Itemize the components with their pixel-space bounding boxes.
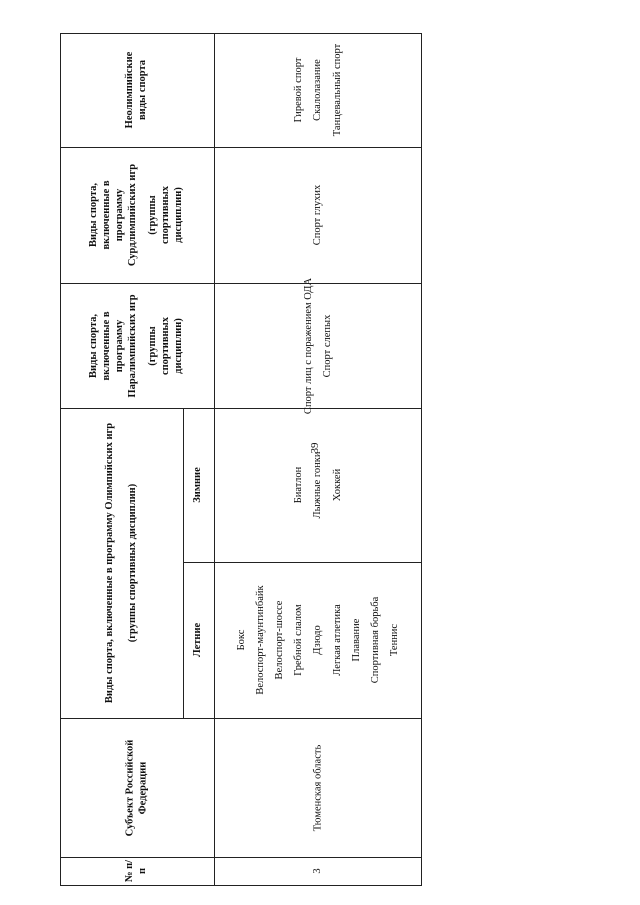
list-item: Хоккей	[331, 468, 343, 502]
list-item: Теннис	[388, 623, 400, 657]
header-non-olympic	[60, 34, 212, 146]
winter-sports	[215, 409, 421, 561]
non-olympic-sports	[215, 34, 421, 146]
header-olympic-subtitle: (группы спортивных дисциплин)	[127, 483, 138, 643]
header-deaflympic-subtitle: (группы спортивных дисциплин)	[146, 185, 184, 245]
list-item: Скалолазание	[312, 59, 324, 121]
header-summer	[184, 565, 212, 715]
summer-sports	[215, 563, 421, 717]
list-item: Гиревой спорт	[293, 57, 305, 123]
page-number: 39	[309, 442, 321, 454]
list-item: Спорт лиц с поражением ОДА	[302, 277, 314, 415]
paralympic-list	[302, 278, 334, 414]
list-item: Спортивная борьба	[369, 596, 381, 684]
list-item: Легкая атлетика	[331, 604, 343, 676]
header-deaflympic	[60, 148, 212, 282]
row-subject-text: Тюменская область	[312, 744, 324, 832]
list-item: Спорт глухих	[312, 184, 324, 246]
header-winter	[184, 410, 212, 560]
deaflympic-list	[311, 185, 324, 246]
header-paralympic-title: Виды спорта, включенные в программу Паралимпийских игр	[88, 294, 139, 398]
paralympic-sports	[215, 277, 421, 415]
list-item: Спорт слепых	[322, 314, 333, 378]
header-subject-text: Субъект Российской Федерации	[123, 739, 148, 837]
header-olympic-title: Виды спорта, включенные в программу Олимпийских игр	[103, 422, 115, 704]
header-paralympic-subtitle: (группы спортивных дисциплин)	[146, 316, 184, 376]
header-olympic	[61, 410, 181, 716]
list-item: Дзюдо	[312, 625, 324, 655]
header-paralympic	[60, 284, 212, 408]
list-item: Плавание	[350, 618, 362, 662]
row-subject	[218, 719, 418, 858]
summer-list	[235, 585, 401, 694]
list-item: Велоспорт-маунтинбайк	[255, 585, 267, 695]
list-item: Велоспорт-шоссе	[274, 600, 286, 680]
row-num	[218, 857, 418, 885]
header-deaflympic-title: Виды спорта, включенные в программу Сурдлимпийских игр	[88, 163, 139, 267]
list-item: Гребной слалом	[293, 604, 305, 676]
header-winter-text: Зимние	[192, 467, 204, 503]
header-num	[108, 857, 164, 885]
deaflympic-sports	[215, 148, 421, 282]
list-item: Лыжные гонки	[312, 451, 324, 519]
header-summer-text: Летние	[192, 622, 204, 658]
header-num-text: № п/п	[123, 859, 148, 883]
list-item: Танцевальный спорт	[331, 43, 343, 137]
header-subject	[76, 719, 196, 858]
row-num-text: 3	[312, 868, 324, 874]
winter-list	[292, 451, 343, 518]
list-item: Бокс	[235, 629, 247, 651]
non-olympic-list	[292, 44, 343, 136]
header-non-olympic-text: Неолимпийские виды спорта	[123, 51, 148, 129]
list-item: Биатлон	[293, 466, 305, 504]
